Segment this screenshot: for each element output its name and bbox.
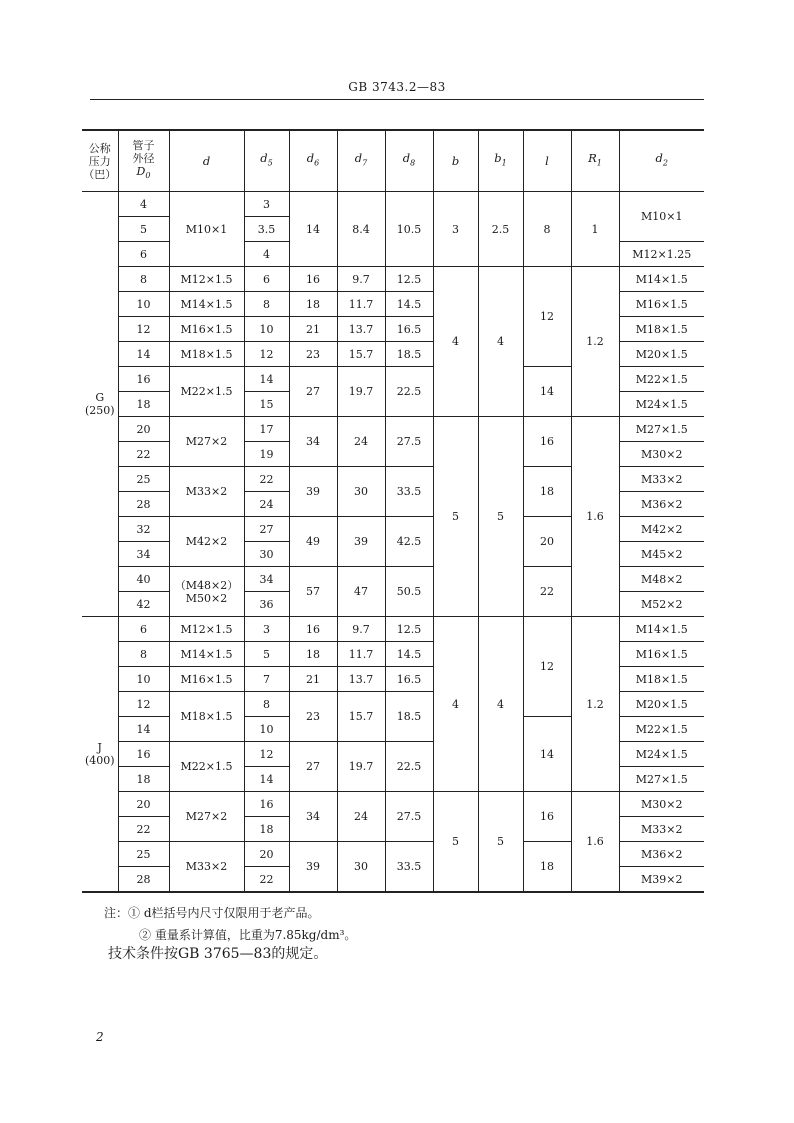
cell-D0: 14 xyxy=(118,717,169,742)
group-g-cell xyxy=(82,192,118,617)
cell-d5: 16 xyxy=(244,792,289,817)
cell-D0: 4 xyxy=(118,192,169,217)
cell-d5: 8 xyxy=(244,692,289,717)
cell-l: 22 xyxy=(523,567,571,617)
header-d8 xyxy=(385,130,433,192)
cell-D0: 6 xyxy=(118,617,169,642)
cell-D0: 12 xyxy=(118,692,169,717)
header-d: d xyxy=(169,130,244,192)
header-d8-sub: 8 xyxy=(410,158,416,168)
header-d2-main: d xyxy=(655,151,663,166)
cell-d6: 16 xyxy=(289,267,337,292)
cell-d2: M14×1.5 xyxy=(619,617,704,642)
cell-R1: 1.6 xyxy=(571,417,619,617)
cell-d5: 3 xyxy=(244,192,289,217)
cell-d7: 8.4 xyxy=(337,192,385,267)
cell-b: 4 xyxy=(433,617,478,792)
header-b1-sub: 1 xyxy=(501,158,507,168)
header-R1 xyxy=(571,130,619,192)
cell-d2: M22×1.5 xyxy=(619,367,704,392)
cell-d5: 3.5 xyxy=(244,217,289,242)
note-1: ① d栏括号内尺寸仅限用于老产品。 xyxy=(128,906,320,920)
table-row xyxy=(82,617,704,642)
cell-d5: 12 xyxy=(244,342,289,367)
cell-b: 4 xyxy=(433,267,478,417)
cell-d2: M27×1.5 xyxy=(619,767,704,792)
cell-d: M33×2 xyxy=(169,467,244,517)
cell-l: 16 xyxy=(523,792,571,842)
group-j-cell xyxy=(82,617,118,893)
cell-d8: 14.5 xyxy=(385,292,433,317)
cell-d5: 18 xyxy=(244,817,289,842)
header-b1-main: b xyxy=(494,151,502,166)
cell-l: 8 xyxy=(523,192,571,267)
cell-d: M16×1.5 xyxy=(169,667,244,692)
header-d6-main: d xyxy=(306,151,315,166)
cell-D0: 8 xyxy=(118,642,169,667)
cell-D0: 28 xyxy=(118,492,169,517)
header-d8-main: d xyxy=(402,151,411,166)
cell-d8: 33.5 xyxy=(385,467,433,517)
cell-d8: 22.5 xyxy=(385,742,433,792)
cell-b: 3 xyxy=(433,192,478,267)
cell-d2: M10×1 xyxy=(619,192,704,242)
cell-d2: M16×1.5 xyxy=(619,292,704,317)
cell-d7: 24 xyxy=(337,417,385,467)
cell-D0: 40 xyxy=(118,567,169,592)
cell-d8: 42.5 xyxy=(385,517,433,567)
cell-d2: M18×1.5 xyxy=(619,317,704,342)
cell-d: M33×2 xyxy=(169,842,244,893)
group-pressure: (250) xyxy=(84,404,115,417)
cell-D0: 34 xyxy=(118,542,169,567)
cell-l: 14 xyxy=(523,717,571,792)
cell-D0: 16 xyxy=(118,367,169,392)
cell-d7: 11.7 xyxy=(337,642,385,667)
group-name: J xyxy=(97,741,102,754)
cell-d2: M36×2 xyxy=(619,492,704,517)
header-pressure-l2: 压力 xyxy=(88,154,111,168)
header-pressure xyxy=(82,130,118,192)
cell-d5: 17 xyxy=(244,417,289,442)
table-row xyxy=(82,267,704,292)
cell-d7: 19.7 xyxy=(337,367,385,417)
cell-d: M12×1.5 xyxy=(169,267,244,292)
header-tube-sub: 0 xyxy=(145,171,151,181)
cell-l: 12 xyxy=(523,617,571,717)
header-b1 xyxy=(478,130,523,192)
cell-d2: M18×1.5 xyxy=(619,667,704,692)
cell-d2: M20×1.5 xyxy=(619,692,704,717)
cell-d7: 13.7 xyxy=(337,667,385,692)
cell-l: 18 xyxy=(523,467,571,517)
cell-d6: 39 xyxy=(289,842,337,893)
cell-D0: 10 xyxy=(118,292,169,317)
cell-d7: 11.7 xyxy=(337,292,385,317)
cell-d8: 33.5 xyxy=(385,842,433,893)
cell-d2: M39×2 xyxy=(619,867,704,893)
header-d7-main: d xyxy=(354,151,363,166)
cell-l: 20 xyxy=(523,517,571,567)
cell-d5: 7 xyxy=(244,667,289,692)
cell-d7: 47 xyxy=(337,567,385,617)
cell-d2: M30×2 xyxy=(619,792,704,817)
table-row xyxy=(82,792,704,817)
cell-d5: 10 xyxy=(244,717,289,742)
cell-d2: M48×2 xyxy=(619,567,704,592)
cell-d7: 9.7 xyxy=(337,617,385,642)
header-tube-od xyxy=(118,130,169,192)
cell-d5: 22 xyxy=(244,467,289,492)
cell-d6: 16 xyxy=(289,617,337,642)
header-d6 xyxy=(289,130,337,192)
cell-D0: 42 xyxy=(118,592,169,617)
cell-R1: 1.2 xyxy=(571,617,619,792)
cell-d6: 49 xyxy=(289,517,337,567)
cell-d7: 30 xyxy=(337,842,385,893)
header-R1-main: R xyxy=(588,151,597,166)
cell-D0: 22 xyxy=(118,442,169,467)
cell-d8: 16.5 xyxy=(385,667,433,692)
cell-D0: 16 xyxy=(118,742,169,767)
cell-b: 5 xyxy=(433,792,478,893)
cell-d2: M20×1.5 xyxy=(619,342,704,367)
cell-d5: 20 xyxy=(244,842,289,867)
table-row xyxy=(82,417,704,442)
cell-d: M42×2 xyxy=(169,517,244,567)
cell-d: M22×1.5 xyxy=(169,742,244,792)
cell-d5: 14 xyxy=(244,767,289,792)
cell-d: M27×2 xyxy=(169,792,244,842)
cell-d8: 12.5 xyxy=(385,267,433,292)
cell-l: 18 xyxy=(523,842,571,893)
cell-D0: 20 xyxy=(118,792,169,817)
cell-d5: 22 xyxy=(244,867,289,893)
cell-d5: 4 xyxy=(244,242,289,267)
cell-d: M14×1.5 xyxy=(169,292,244,317)
cell-d8: 27.5 xyxy=(385,417,433,467)
cell-D0: 22 xyxy=(118,817,169,842)
cell-l: 16 xyxy=(523,417,571,467)
cell-b1: 4 xyxy=(478,267,523,417)
cell-d5: 3 xyxy=(244,617,289,642)
cell-d2: M27×1.5 xyxy=(619,417,704,442)
cell-d2: M16×1.5 xyxy=(619,642,704,667)
cell-d5: 19 xyxy=(244,442,289,467)
header-d5 xyxy=(244,130,289,192)
cell-d: M18×1.5 xyxy=(169,692,244,742)
header-tube-l3: D xyxy=(136,165,146,179)
cell-D0: 12 xyxy=(118,317,169,342)
header-pressure-l1: 公称 xyxy=(88,141,111,155)
cell-d6: 39 xyxy=(289,467,337,517)
cell-d: M12×1.5 xyxy=(169,617,244,642)
cell-D0: 18 xyxy=(118,392,169,417)
cell-D0: 25 xyxy=(118,842,169,867)
cell-d6: 21 xyxy=(289,317,337,342)
cell-D0: 14 xyxy=(118,342,169,367)
cell-D0: 32 xyxy=(118,517,169,542)
header-d6-sub: 6 xyxy=(314,158,320,168)
cell-d8: 10.5 xyxy=(385,192,433,267)
cell-d: M14×1.5 xyxy=(169,642,244,667)
cell-d6: 23 xyxy=(289,342,337,367)
cell-d8: 18.5 xyxy=(385,692,433,742)
header-d2 xyxy=(619,130,704,192)
cell-R1: 1 xyxy=(571,192,619,267)
group-name: G xyxy=(95,391,105,404)
header-R1-sub: 1 xyxy=(596,158,602,168)
cell-d5: 36 xyxy=(244,592,289,617)
cell-d: M10×1 xyxy=(169,192,244,267)
cell-d: M18×1.5 xyxy=(169,342,244,367)
cell-d5: 24 xyxy=(244,492,289,517)
cell-d7: 24 xyxy=(337,792,385,842)
cell-d2: M24×1.5 xyxy=(619,392,704,417)
page-number: 2 xyxy=(96,1030,104,1044)
cell-D0: 18 xyxy=(118,767,169,792)
header-l: l xyxy=(523,130,571,192)
cell-d2: M45×2 xyxy=(619,542,704,567)
header-b: b xyxy=(433,130,478,192)
cell-d8: 12.5 xyxy=(385,617,433,642)
cell-d-new: M50×2 xyxy=(185,591,228,605)
cell-d6: 34 xyxy=(289,792,337,842)
cell-D0: 10 xyxy=(118,667,169,692)
cell-d8: 22.5 xyxy=(385,367,433,417)
cell-d6: 21 xyxy=(289,667,337,692)
cell-d8: 14.5 xyxy=(385,642,433,667)
cell-d6: 27 xyxy=(289,742,337,792)
cell-d2: M33×2 xyxy=(619,817,704,842)
cell-d7: 39 xyxy=(337,517,385,567)
cell-d-old: （M48×2） xyxy=(174,578,239,592)
cell-d2: M52×2 xyxy=(619,592,704,617)
cell-d7: 13.7 xyxy=(337,317,385,342)
header-d5-main: d xyxy=(260,151,268,166)
cell-d: M16×1.5 xyxy=(169,317,244,342)
cell-d6: 18 xyxy=(289,292,337,317)
cell-d5: 6 xyxy=(244,267,289,292)
table-row xyxy=(82,192,704,217)
cell-d2: M14×1.5 xyxy=(619,267,704,292)
cell-d8: 27.5 xyxy=(385,792,433,842)
cell-b1: 2.5 xyxy=(478,192,523,267)
cell-d2: M42×2 xyxy=(619,517,704,542)
cell-d2: M22×1.5 xyxy=(619,717,704,742)
cell-D0: 20 xyxy=(118,417,169,442)
header-pressure-l3: （巴） xyxy=(83,167,117,181)
cell-d8: 16.5 xyxy=(385,317,433,342)
cell-d6: 14 xyxy=(289,192,337,267)
cell-d2: M33×2 xyxy=(619,467,704,492)
dimension-table xyxy=(82,129,704,893)
cell-d5: 12 xyxy=(244,742,289,767)
cell-D0: 5 xyxy=(118,217,169,242)
cell-R1: 1.6 xyxy=(571,792,619,893)
cell-d6: 18 xyxy=(289,642,337,667)
cell-d: M22×1.5 xyxy=(169,367,244,417)
cell-d5: 30 xyxy=(244,542,289,567)
cell-d5: 5 xyxy=(244,642,289,667)
cell-d2: M24×1.5 xyxy=(619,742,704,767)
header-d7 xyxy=(337,130,385,192)
cell-D0: 28 xyxy=(118,867,169,893)
cell-d6: 57 xyxy=(289,567,337,617)
cell-d xyxy=(169,567,244,617)
page-header: GB 3743.2—83 xyxy=(348,80,446,94)
cell-d6: 23 xyxy=(289,692,337,742)
cell-D0: 8 xyxy=(118,267,169,292)
header-d2-sub: 2 xyxy=(662,158,668,168)
cell-R1: 1.2 xyxy=(571,267,619,417)
cell-d7: 19.7 xyxy=(337,742,385,792)
header-tube-l2: 外径 xyxy=(132,152,155,166)
cell-d2: M12×1.25 xyxy=(619,242,704,267)
header-d7-sub: 7 xyxy=(362,158,368,168)
cell-l: 12 xyxy=(523,267,571,367)
cell-D0: 6 xyxy=(118,242,169,267)
cell-D0: 25 xyxy=(118,467,169,492)
cell-l: 14 xyxy=(523,367,571,417)
cell-d6: 27 xyxy=(289,367,337,417)
cell-d7: 9.7 xyxy=(337,267,385,292)
group-pressure: (400) xyxy=(84,754,115,767)
cell-d7: 15.7 xyxy=(337,342,385,367)
cell-d7: 30 xyxy=(337,467,385,517)
cell-d5: 10 xyxy=(244,317,289,342)
cell-d8: 18.5 xyxy=(385,342,433,367)
cell-b1: 5 xyxy=(478,417,523,617)
cell-d6: 34 xyxy=(289,417,337,467)
note-2: ② 重量系计算值，比重为7.85kg/dm³。 xyxy=(139,928,357,942)
notes-label: 注： xyxy=(104,906,129,920)
header-tube-l1: 管子 xyxy=(132,139,155,153)
header-row xyxy=(82,130,704,192)
header-rule xyxy=(90,99,704,100)
header-d5-sub: 5 xyxy=(267,158,273,168)
cell-d7: 15.7 xyxy=(337,692,385,742)
cell-d5: 8 xyxy=(244,292,289,317)
notes xyxy=(104,902,356,946)
cell-d5: 27 xyxy=(244,517,289,542)
cell-d5: 34 xyxy=(244,567,289,592)
cell-d2: M36×2 xyxy=(619,842,704,867)
cell-d5: 14 xyxy=(244,367,289,392)
cell-d: M27×2 xyxy=(169,417,244,467)
tech-condition: 技术条件按GB 3765—83的规定。 xyxy=(108,946,328,962)
cell-d2: M30×2 xyxy=(619,442,704,467)
cell-b: 5 xyxy=(433,417,478,617)
cell-d8: 50.5 xyxy=(385,567,433,617)
cell-b1: 4 xyxy=(478,617,523,792)
cell-b1: 5 xyxy=(478,792,523,893)
cell-d5: 15 xyxy=(244,392,289,417)
